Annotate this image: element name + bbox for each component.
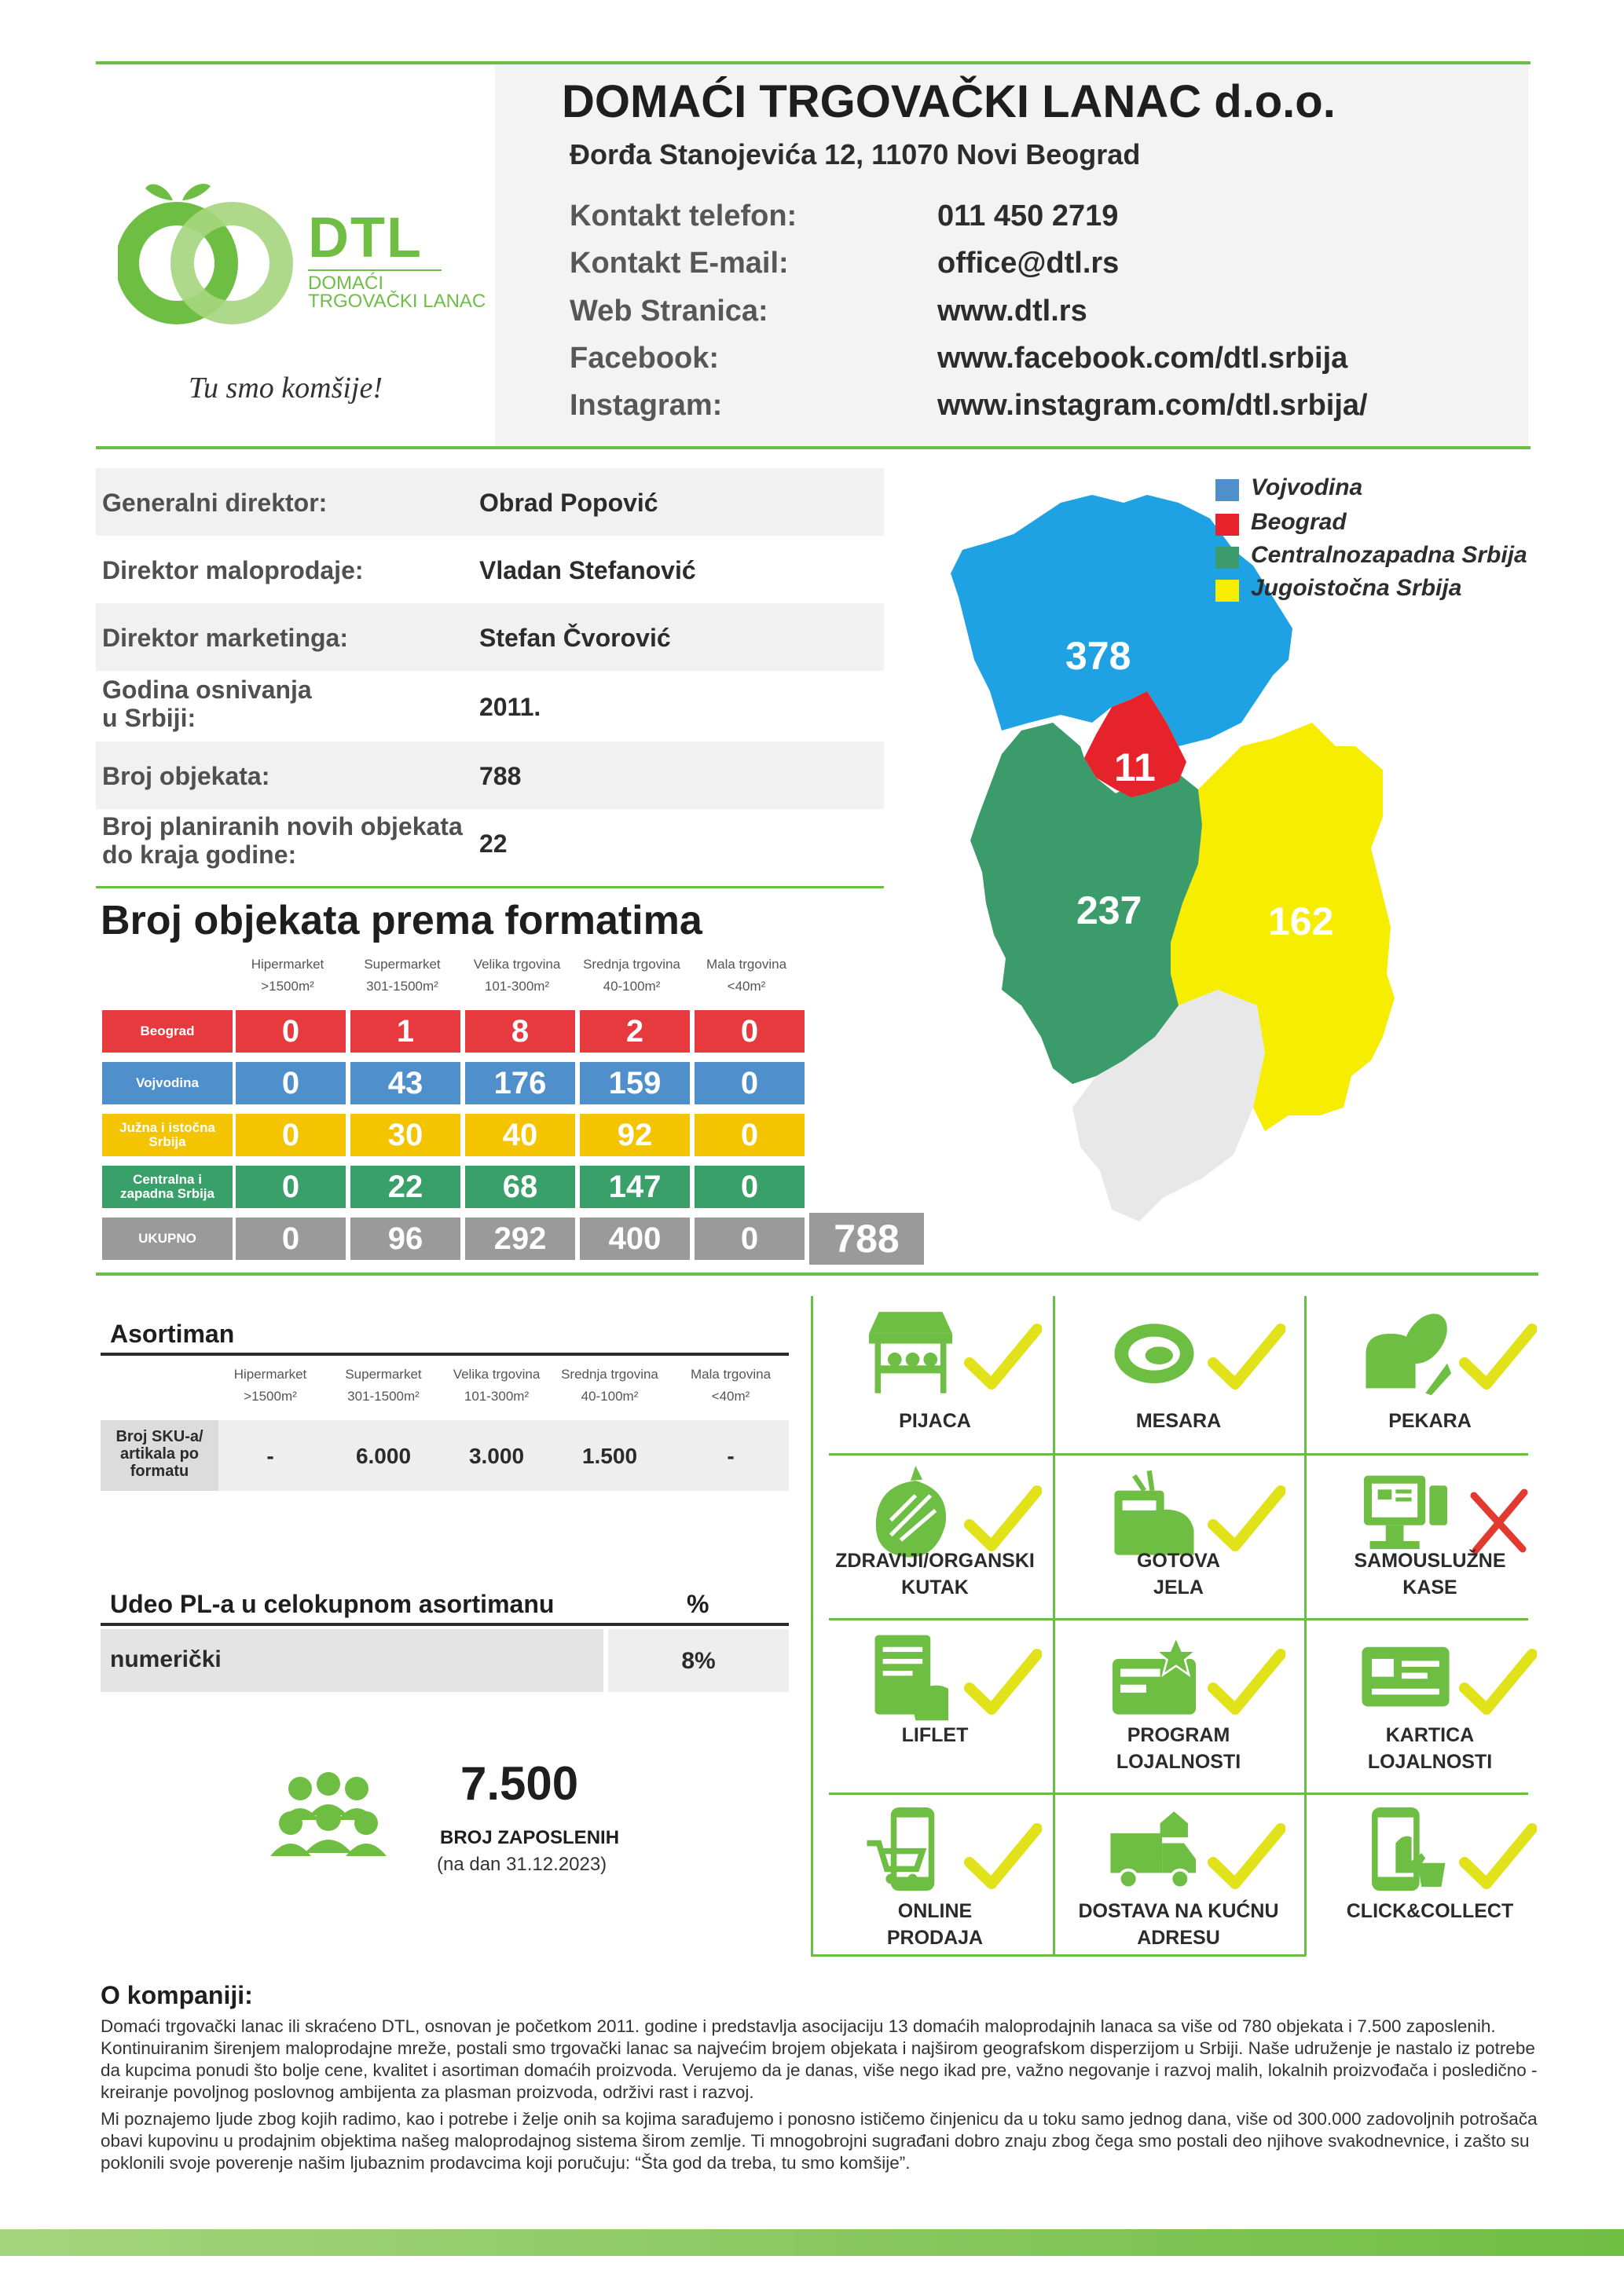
info-value: 22 (479, 829, 508, 858)
delivery-truck-icon (1103, 1803, 1205, 1898)
format-cell-vojvodina-2: 176 (465, 1062, 575, 1104)
assortment-row-label: Broj SKU-a/ artikala po formatu (115, 1428, 203, 1480)
service-label: PROGRAM LOJALNOSTI (1116, 1724, 1241, 1773)
header-bottom-divider (96, 446, 1531, 449)
assortment-title: Asortiman (110, 1320, 235, 1348)
pl-rule (101, 1623, 789, 1626)
contact-facebook-value[interactable]: www.facebook.com/dtl.srbija (937, 342, 1348, 375)
check-icon (1458, 1819, 1537, 1898)
services-left-border (811, 1296, 813, 1956)
format-row-label-central-west: Centralna i zapadna Srbija (102, 1166, 233, 1208)
format-header-hyper: Hipermarket >1500m² (251, 957, 324, 994)
format-row-label-total: UKUPNO (102, 1218, 233, 1260)
service-label: LIFLET (901, 1724, 969, 1746)
legend-swatch-beograd (1215, 514, 1239, 536)
company-address: Đorđa Stanojevića 12, 11070 Novi Beograd (570, 138, 1141, 170)
contact-phone-value[interactable]: 011 450 2719 (937, 200, 1119, 233)
format-row-label-south-east: Južna i istočna Srbija (102, 1114, 233, 1156)
info-label: Broj planiranih novih objekata do kraja godine: (102, 812, 463, 869)
legend-label-south: Jugoistočna Srbija (1251, 575, 1462, 601)
company-name: DOMAĆI TRGOVAČKI LANAC d.o.o. (562, 76, 1336, 127)
check-icon (963, 1819, 1042, 1898)
check-icon (1207, 1819, 1285, 1898)
serbia-map (943, 487, 1414, 1257)
meat-icon (1103, 1304, 1205, 1398)
format-header-small: Mala trgovina <40m² (706, 957, 787, 994)
info-label: Broj objekata: (102, 762, 270, 790)
format-cell-south-east-0: 0 (236, 1114, 346, 1156)
format-cell-total-1: 96 (350, 1218, 460, 1260)
info-value: Stefan Čvorović (479, 624, 671, 652)
info-value: 2011. (479, 693, 541, 721)
legend-label-vojvodina: Vojvodina (1251, 474, 1363, 500)
employees-label: BROJ ZAPOSLENIH (440, 1827, 620, 1848)
services-row-divider-2 (829, 1618, 1528, 1620)
ready-meal-icon (1103, 1466, 1205, 1560)
click-collect-icon (1355, 1803, 1457, 1898)
info-value: Obrad Popović (479, 489, 658, 517)
loyalty-card-icon (1355, 1629, 1457, 1723)
pl-row-label: numerički (110, 1646, 222, 1672)
format-cell-central-west-4: 0 (695, 1166, 805, 1208)
service-label: KARTICA LOJALNOSTI (1367, 1724, 1493, 1773)
self-checkout-icon (1355, 1466, 1457, 1560)
formats-total: 788 (809, 1213, 924, 1265)
service-label: DOSTAVA NA KUĆNU ADRESU (1078, 1900, 1279, 1949)
check-icon (1207, 1645, 1285, 1723)
services-row-divider-3 (829, 1792, 1528, 1795)
service-label: PIJACA (899, 1410, 971, 1432)
assort-header-large: Velika trgovina 101-300m² (453, 1367, 541, 1404)
check-icon (963, 1320, 1042, 1398)
services-row-divider-1 (829, 1453, 1528, 1456)
legend-label-beograd: Beograd (1251, 509, 1347, 535)
logo-wordmark: DTL (308, 207, 423, 269)
check-icon (1207, 1320, 1285, 1398)
format-cell-beograd-2: 8 (465, 1010, 575, 1053)
info-label: Direktor maloprodaje: (102, 556, 364, 584)
legend-swatch-south (1215, 580, 1239, 602)
check-icon (1458, 1320, 1537, 1398)
format-cell-beograd-1: 1 (350, 1010, 460, 1053)
info-row-founding-year (96, 671, 884, 742)
assort-header-hyper: Hipermarket >1500m² (233, 1367, 307, 1404)
logo-underline (308, 269, 442, 271)
bread-icon (1355, 1304, 1457, 1398)
info-label: Generalni direktor: (102, 489, 328, 517)
assortment-value-small: - (727, 1444, 735, 1468)
info-value: 788 (479, 762, 522, 790)
format-header-medium: Srednja trgovina 40-100m² (583, 957, 680, 994)
about-title: O kompaniji: (101, 1981, 253, 2009)
format-row-label-vojvodina: Vojvodina (102, 1062, 233, 1104)
contact-web-value[interactable]: www.dtl.rs (937, 295, 1087, 328)
format-header-large: Velika trgovina 101-300m² (473, 957, 561, 994)
service-label: ZDRAVIJI/ORGANSKI KUTAK (835, 1550, 1035, 1598)
check-icon (1458, 1645, 1537, 1723)
format-cell-beograd-0: 0 (236, 1010, 346, 1053)
info-divider (96, 886, 884, 888)
service-label: PEKARA (1388, 1410, 1472, 1432)
loyalty-program-icon (1103, 1629, 1205, 1723)
mid-divider (96, 1273, 1538, 1276)
people-group-icon (267, 1771, 389, 1858)
contact-phone-label: Kontakt telefon: (570, 200, 797, 233)
employees-count: 7.500 (460, 1757, 579, 1810)
format-cell-beograd-4: 0 (695, 1010, 805, 1053)
about-paragraph-1: Domaći trgovački lanac ili skraćeno DTL, osnovan je početkom 2011. godine i predstavlja asocijaciju 13 domaćih maloprodajnih lanaca sa više od 780 objekata i 7.500 zaposlenih. Kontinuiranim širenjem maloprodajne mreže, postali smo trgovački lanac sa najvećim brojem objekata i najširom geografskom disperzijom u Srbiji. Naše udruženje je nastalo iz potrebe da kupcima ponudi što bolje cene, kvalitet i asortiman domaćih proizvoda. Verujemo da je danas, više nego ikad pre, važno negovanje i razvoj malih, lokalnih proizvođača i posledično - kreiranje povoljnog poslovnog ambijenta za plasman proizvoda, održivi rast i razvoj. (101, 2016, 1538, 2102)
info-row-marketing-director (96, 603, 884, 671)
logo-sub1: DOMAĆI (308, 273, 383, 294)
services-col-divider-1 (1053, 1296, 1055, 1956)
vegetables-icon (860, 1466, 962, 1560)
format-cell-vojvodina-4: 0 (695, 1062, 805, 1104)
format-cell-beograd-3: 2 (580, 1010, 690, 1053)
assortment-value-hyper: - (266, 1444, 274, 1468)
format-cell-central-west-3: 147 (580, 1166, 690, 1208)
pl-value: 8% (681, 1648, 716, 1674)
format-cell-vojvodina-1: 43 (350, 1062, 460, 1104)
format-cell-central-west-1: 22 (350, 1166, 460, 1208)
format-cell-south-east-4: 0 (695, 1114, 805, 1156)
legend-swatch-central (1215, 547, 1239, 569)
format-cell-vojvodina-0: 0 (236, 1062, 346, 1104)
info-row-planned-stores (96, 809, 884, 884)
formats-title: Broj objekata prema formatima (101, 898, 702, 943)
contact-email-value[interactable]: office@dtl.rs (937, 247, 1120, 280)
assort-header-small: Mala trgovina <40m² (690, 1367, 772, 1404)
info-label: Direktor marketinga: (102, 624, 348, 652)
dtl-logo-icon (118, 177, 299, 330)
employees-date: (na dan 31.12.2023) (437, 1854, 607, 1875)
assortment-value-super: 6.000 (355, 1444, 412, 1468)
contact-email-label: Kontakt E-mail: (570, 247, 789, 280)
format-cell-south-east-1: 30 (350, 1114, 460, 1156)
footer-band (0, 2229, 1624, 2256)
services-col-divider-2 (1304, 1296, 1307, 1956)
online-shop-icon (860, 1803, 962, 1898)
assort-header-medium: Srednja trgovina 40-100m² (561, 1367, 658, 1404)
info-value: Vladan Stefanović (479, 556, 696, 584)
map-value-south: 162 (1268, 899, 1334, 943)
format-cell-total-3: 400 (580, 1218, 690, 1260)
format-cell-total-2: 292 (465, 1218, 575, 1260)
contact-facebook-label: Facebook: (570, 342, 720, 375)
format-cell-central-west-2: 68 (465, 1166, 575, 1208)
format-cell-south-east-3: 92 (580, 1114, 690, 1156)
assortment-value-large: 3.000 (468, 1444, 525, 1468)
format-cell-total-4: 0 (695, 1218, 805, 1260)
logo-sub2: TRGOVAČKI LANAC (308, 291, 486, 312)
leaflet-icon (860, 1629, 962, 1723)
assort-header-super: Supermarket 301-1500m² (345, 1367, 422, 1404)
assortment-value-medium: 1.500 (581, 1444, 638, 1468)
info-row-store-count (96, 742, 884, 809)
contact-instagram-value[interactable]: www.instagram.com/dtl.srbija/ (937, 389, 1368, 422)
format-cell-vojvodina-3: 159 (580, 1062, 690, 1104)
legend-label-central: Centralnozapadna Srbija (1251, 542, 1527, 568)
format-cell-total-0: 0 (236, 1218, 346, 1260)
market-stall-icon (860, 1304, 962, 1398)
service-label: GOTOVA JELA (1136, 1550, 1221, 1598)
assortment-rule (101, 1353, 789, 1356)
service-label: ONLINE PRODAJA (886, 1900, 984, 1949)
map-value-vojvodina: 378 (1065, 634, 1131, 678)
slogan: Tu smo komšije! (189, 372, 383, 405)
format-row-label-beograd: Beograd (102, 1010, 233, 1053)
contact-instagram-label: Instagram: (570, 389, 723, 422)
service-label: CLICK&COLLECT (1346, 1900, 1514, 1922)
format-header-super: Supermarket 301-1500m² (364, 957, 441, 994)
service-label: MESARA (1135, 1410, 1222, 1432)
info-row-retail-director (96, 536, 884, 603)
about-text (101, 2016, 1538, 2179)
check-icon (963, 1645, 1042, 1723)
services-bottom-border (811, 1954, 1306, 1957)
info-row-general-director (96, 468, 884, 536)
format-cell-central-west-0: 0 (236, 1166, 346, 1208)
map-value-belgrade: 11 (1114, 745, 1156, 789)
pl-title: Udeo PL-a u celokupnom asortimanu (110, 1590, 555, 1618)
info-label: Godina osnivanja u Srbiji: (102, 676, 312, 732)
contact-web-label: Web Stranica: (570, 295, 768, 328)
pl-unit: % (687, 1590, 709, 1618)
map-value-central: 237 (1076, 888, 1142, 932)
about-paragraph-2: Mi poznajemo ljude zbog kojih radimo, kao i potrebe i želje onih sa kojima sarađujemo i ponosno ističemo činjenicu da u toku samo jednog dana, više od 300.000 zadovoljnih potrošača obavi kupovinu u prodajnim objektima našeg maloprodajnog sistema širom zemlje. Ti mnogobrojni sugrađani dobro znaju zbog čega smo postali deo njihove svakodnevnice, i zašto su poklonili svoje poverenje našim ljubaznim prodavcima koji poručuju: “Šta god da treba, tu smo komšije”. (101, 2109, 1538, 2173)
format-cell-south-east-2: 40 (465, 1114, 575, 1156)
legend-swatch-vojvodina (1215, 479, 1239, 501)
service-label: SAMOUSLUŽNE KASE (1354, 1550, 1506, 1598)
